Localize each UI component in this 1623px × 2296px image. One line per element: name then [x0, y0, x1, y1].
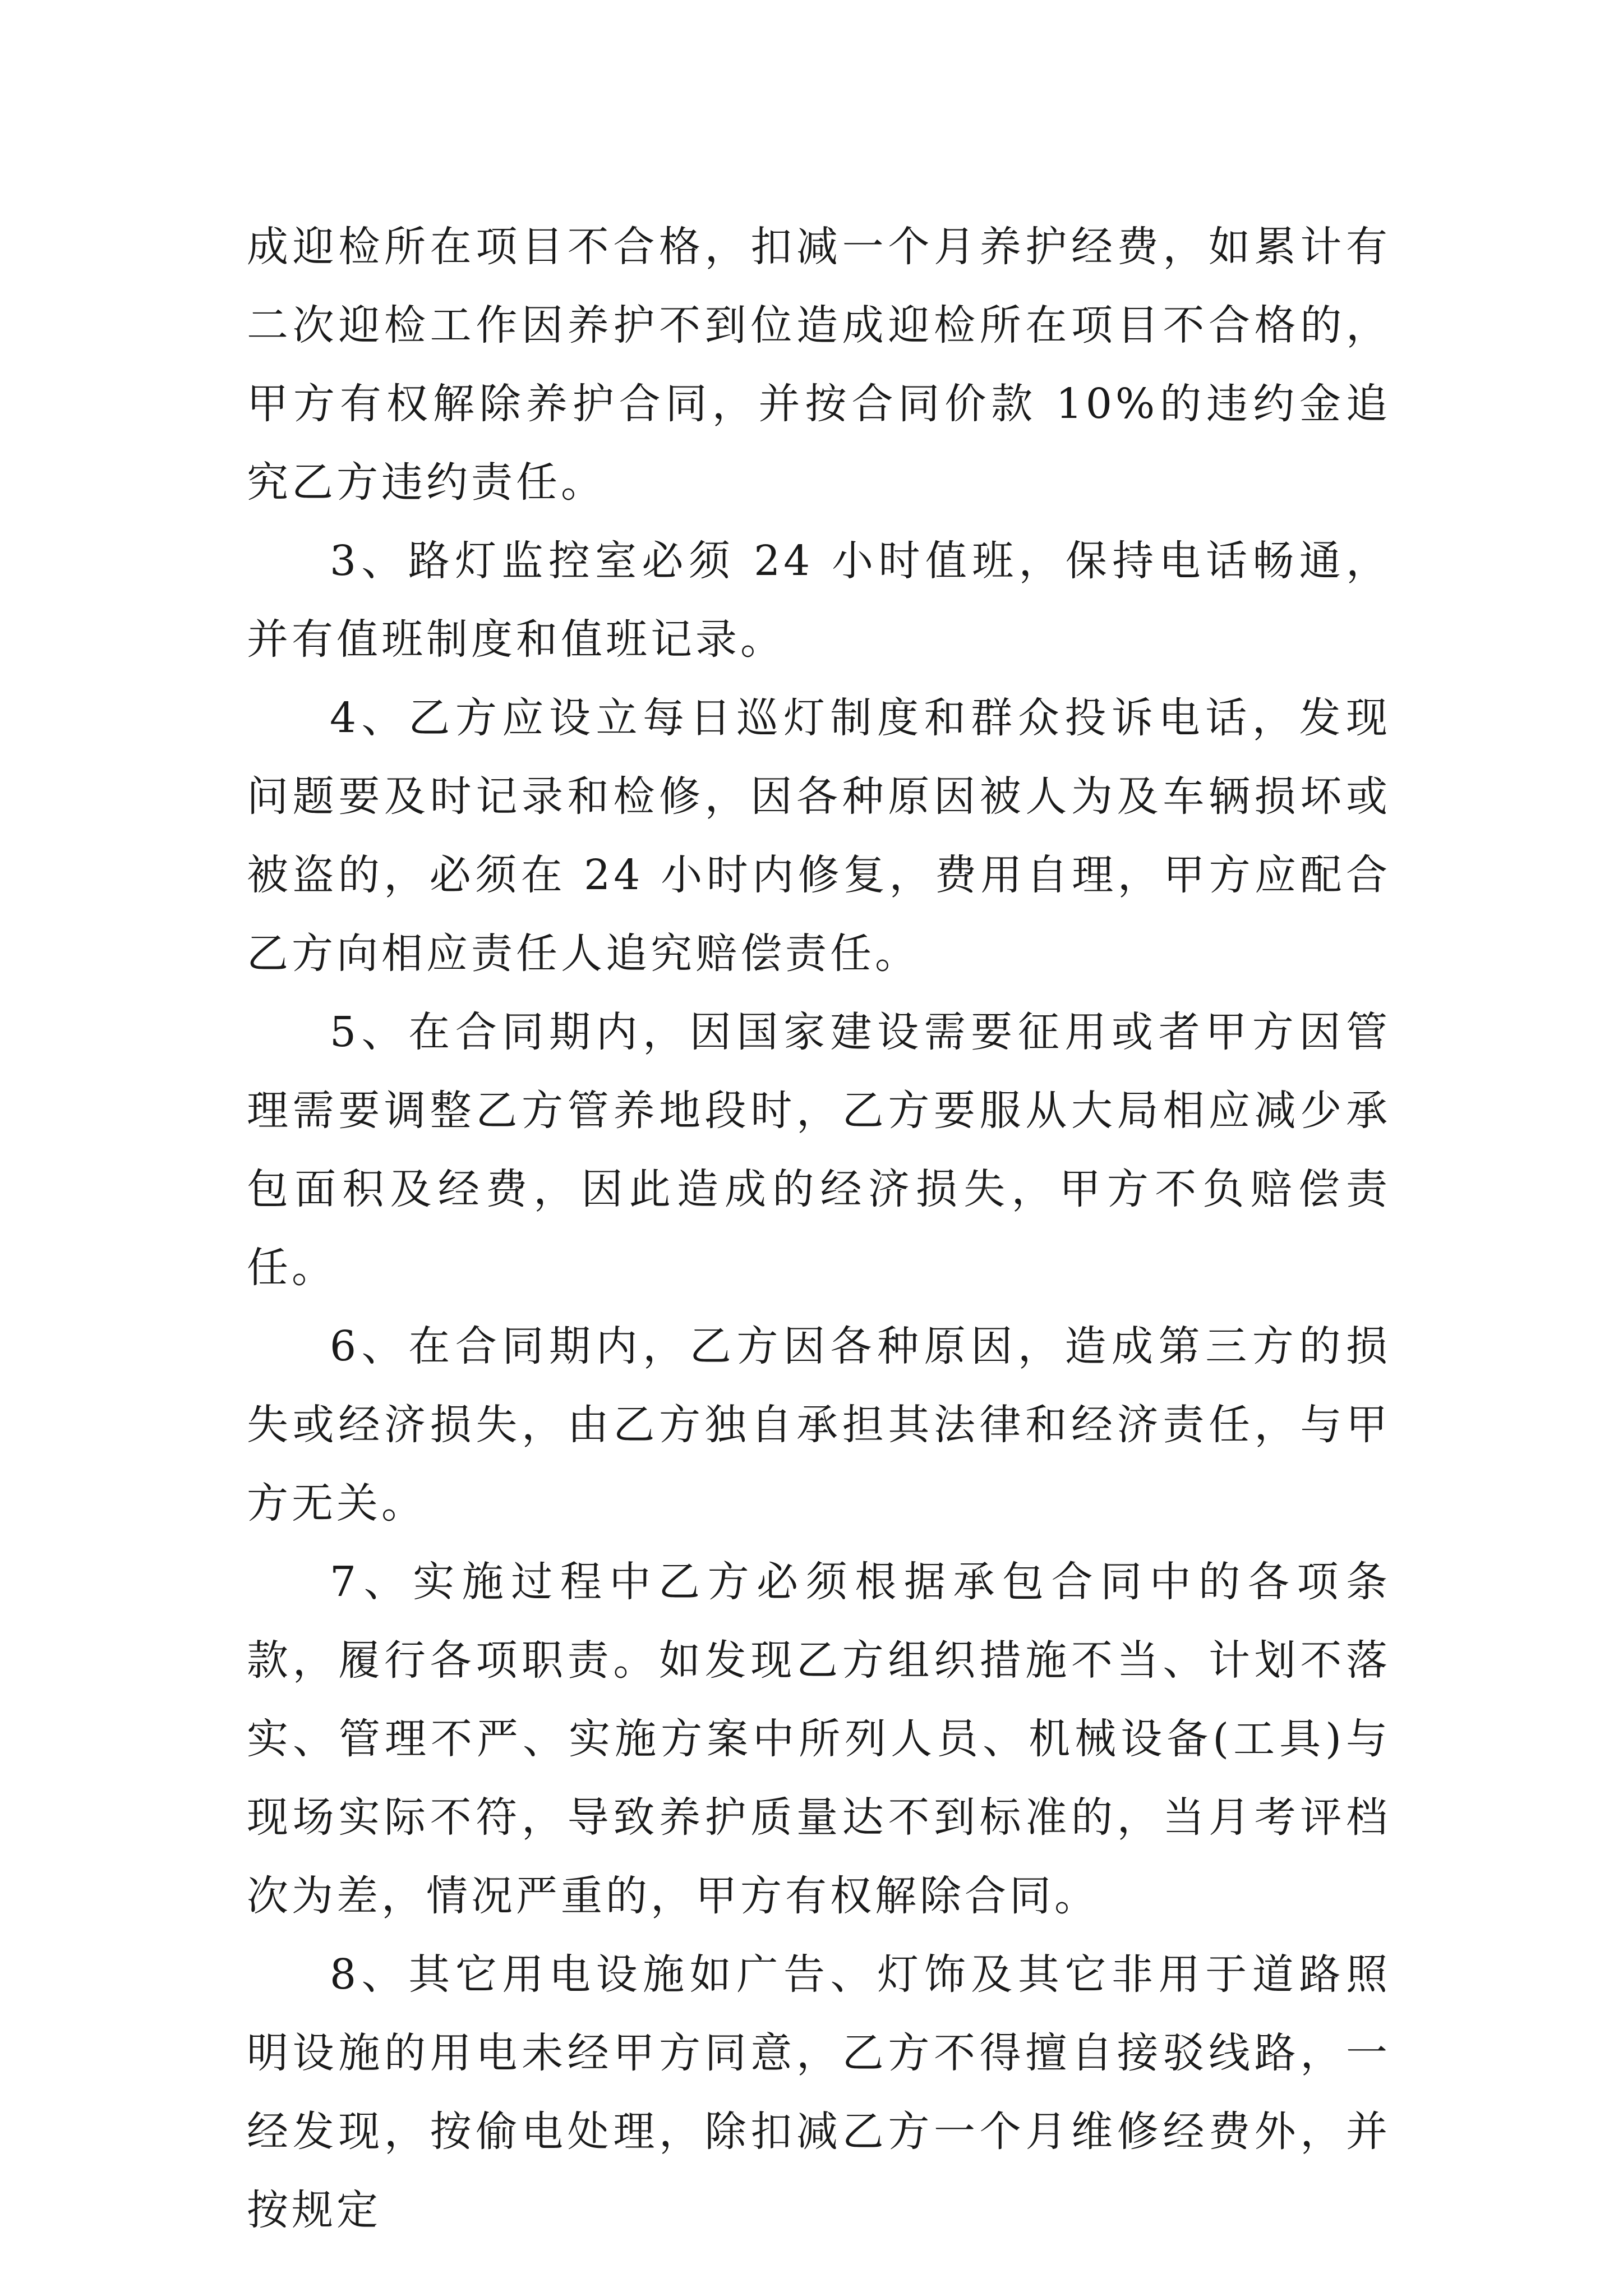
line: 6、在合同期内，乙方因各种原因，造成第三方的损失 [247, 1322, 1391, 1449]
paragraph-continued-penalty [247, 208, 1391, 522]
paragraph-clause-3 [247, 522, 1391, 679]
line: 相应责任人追究赔偿责任。 [381, 930, 920, 978]
line: 需要调整乙方管养地段时，乙方要服从大局相应减少承包面 [247, 1087, 1391, 1213]
line: 理不严、实施方案中所列人员、机械设备(工具)与现场实际 [247, 1715, 1391, 1842]
line: 不符，导致养护质量达不到标准的，当月考评档次为差，情 [247, 1793, 1391, 1920]
line: 有权解除养护合同，并按合同价款 10%的违约金追究乙方违 [247, 380, 1391, 507]
document-body [247, 208, 1391, 2249]
paragraph-clause-7 [247, 1543, 1391, 1935]
paragraph-clause-4 [247, 679, 1391, 993]
line: 7、实施过程中乙方必须根据承包合同中的各项条款， [247, 1558, 1391, 1685]
line: 或经济损失，由乙方独自承担其法律和经济责任，与甲方无 [247, 1401, 1391, 1527]
line: 积及经费，因此造成的经济损失，甲方不负赔偿责任。 [247, 1165, 1391, 1292]
line: 约责任。 [426, 458, 606, 507]
line: 题要及时记录和检修，因各种原因被人为及车辆损坏或被盗 [247, 772, 1391, 899]
line: 次迎检工作因养护不到位造成迎检所在项目不合格的，甲方 [247, 301, 1391, 428]
line: 现，按偷电处理，除扣减乙方一个月维修经费外，并按规定 [247, 2108, 1391, 2234]
line: 3、路灯监控室必须 24 小时值班，保持电话畅通，并有 [247, 537, 1391, 664]
paragraph-clause-5 [247, 993, 1391, 1307]
line: 值班制度和值班记录。 [336, 615, 785, 664]
line: 设施的用电未经甲方同意，乙方不得擅自接驳线路，一经发 [247, 2029, 1391, 2156]
line: 8、其它用电设施如广告、灯饰及其它非用于道路照明 [247, 1950, 1391, 2077]
paragraph-clause-6 [247, 1307, 1391, 1543]
line: 5、在合同期内，因国家建设需要征用或者甲方因管理 [247, 1008, 1391, 1135]
line: 成迎检所在项目不合格，扣减一个月养护经费，如累计有二 [247, 223, 1391, 349]
line: 况严重的，甲方有权解除合同。 [471, 1872, 1099, 1920]
paragraph-clause-8 [247, 1935, 1391, 2249]
line: 履行各项职责。如发现乙方组织措施不当、计划不落实、管 [247, 1636, 1391, 1763]
line: 4、乙方应设立每日巡灯制度和群众投诉电话，发现问 [247, 694, 1391, 821]
line: 的，必须在 24 小时内修复，费用自理，甲方应配合乙方向 [247, 851, 1391, 978]
line: 关。 [336, 1479, 426, 1527]
